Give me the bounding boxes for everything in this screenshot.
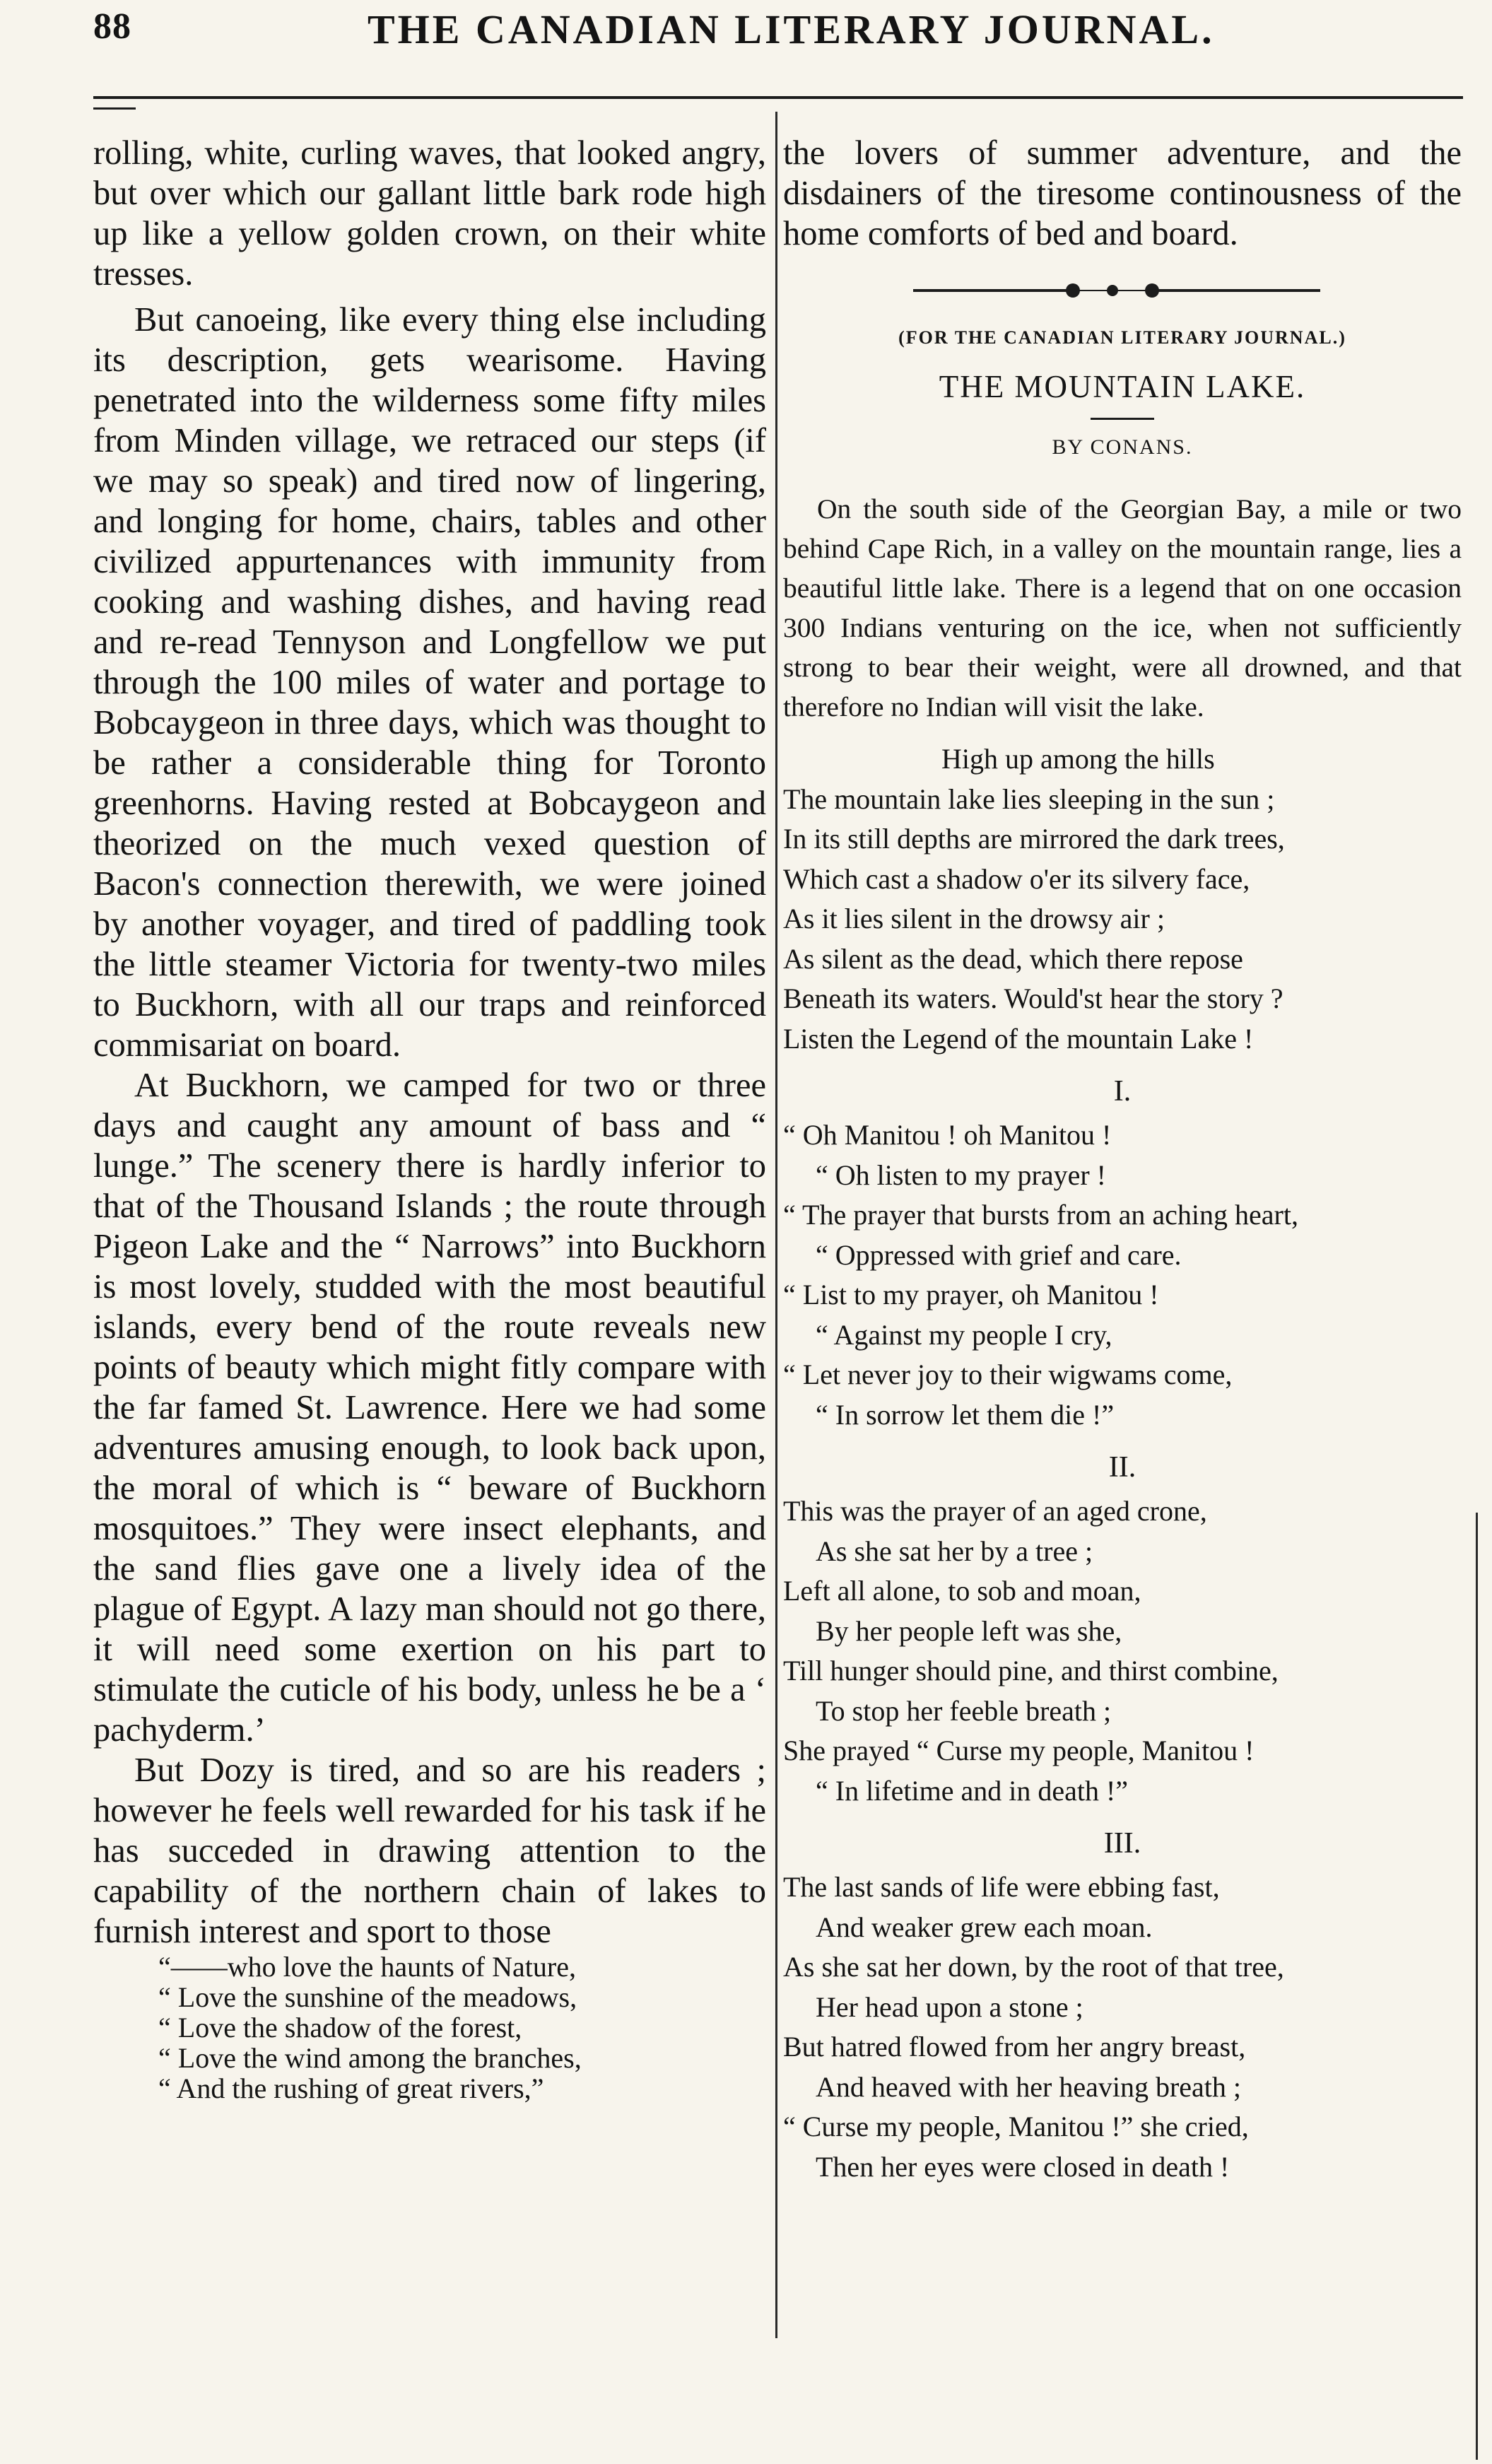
stanza-1 bbox=[783, 1115, 1462, 1435]
stanza-numeral: I. bbox=[1113, 1075, 1132, 1108]
header-rule-short bbox=[93, 107, 136, 110]
poem-byline: BY CONANS. bbox=[1052, 435, 1193, 459]
left-paragraph-1: rolling, white, curling waves, that looked angry, but over which our gallant little bark rode high up like a yellow golden crown, on their white tresses. bbox=[93, 134, 766, 293]
verse-line: “ List to my prayer, oh Manitou ! bbox=[783, 1279, 1159, 1310]
verse-line: “ Against my people I cry, bbox=[816, 1318, 1112, 1351]
verse-line: Listen the Legend of the mountain Lake ! bbox=[783, 1022, 1254, 1055]
verse-line: Her head upon a stone ; bbox=[816, 1990, 1083, 2023]
verse-line: By her people left was she, bbox=[816, 1614, 1122, 1647]
stanza-numeral: II. bbox=[1108, 1451, 1136, 1484]
poem-title: THE MOUNTAIN LAKE. bbox=[939, 369, 1306, 404]
verse-line: The last sands of life were ebbing fast, bbox=[783, 1871, 1220, 1903]
quote-line: “ Love the shadow of the forest, bbox=[158, 2012, 522, 2043]
verse-line: “ Curse my people, Manitou !” she cried, bbox=[783, 2111, 1249, 2142]
longfellow-quote bbox=[158, 1952, 766, 2104]
verse-line: As silent as the dead, which there repose bbox=[783, 942, 1243, 975]
quote-line: “——who love the haunts of Nature, bbox=[158, 1951, 576, 1983]
verse-line: “ Oppressed with grief and care. bbox=[816, 1238, 1182, 1271]
stanza-3 bbox=[783, 1867, 1462, 2187]
quote-line: “ And the rushing of great rivers,” bbox=[158, 2072, 544, 2104]
right-column bbox=[783, 133, 1462, 2187]
verse-line: As it lies silent in the drowsy air ; bbox=[783, 903, 1165, 934]
verse-line: And heaved with her heaving breath ; bbox=[816, 2070, 1242, 2103]
verse-line: Till hunger should pine, and thirst combine, bbox=[783, 1655, 1279, 1686]
verse-line: “ Oh Manitou ! oh Manitou ! bbox=[783, 1119, 1112, 1151]
header-rule bbox=[93, 96, 1463, 99]
verse-line: “ Oh listen to my prayer ! bbox=[816, 1158, 1106, 1191]
verse-line: “ Let never joy to their wigwams come, bbox=[783, 1359, 1233, 1390]
section-ornament bbox=[783, 269, 1462, 312]
verse-line: “ In sorrow let them die !” bbox=[816, 1398, 1115, 1431]
page-number: 88 bbox=[93, 6, 131, 47]
verse-line: Beneath its waters. Would'st hear the story ? bbox=[783, 982, 1284, 1014]
verse-line: This was the prayer of an aged crone, bbox=[783, 1495, 1207, 1527]
verse-line: Then her eyes were closed in death ! bbox=[816, 2150, 1230, 2183]
verse-line: High up among the hills bbox=[941, 743, 1215, 775]
verse-line: As she sat her down, by the root of that tree, bbox=[783, 1951, 1284, 1983]
verse-line: In its still depths are mirrored the dark trees, bbox=[783, 823, 1285, 855]
verse-line: And weaker grew each moan. bbox=[816, 1911, 1153, 1943]
left-paragraph-3: At Buckhorn, we camped for two or three days and caught any amount of bass and “ lunge.” The scenery there is hardly inferior to that of the Thousand Islands ; the route through Pigeon Lake and the “ Narrows” into Buckhorn is most lovely, studded with the most beautiful islands, every bend of the route reveals new points of beauty which might fitly compare with the far famed St. Lawrence. Here we had some adventures amusing enough, to look back upon, the moral of which is “ beware of Buckhorn mosquitoes.” They were insect elephants, and the sand flies gave one a lively idea of the plague of Egypt. A lazy man should not go there, it will need some exertion on his part to stimulate the cuticle of his body, unless he be a ‘ pachyderm.’ bbox=[93, 1067, 766, 1749]
right-paragraph-1: the lovers of summer adventure, and the disdainers of the tiresome continousness of the home comforts of bed and board. bbox=[783, 134, 1462, 252]
page-header bbox=[0, 0, 1492, 85]
verse-line: Which cast a shadow o'er its silvery face, bbox=[783, 862, 1250, 895]
verse-line: She prayed “ Curse my people, Manitou ! bbox=[783, 1735, 1255, 1766]
quote-line: “ Love the sunshine of the meadows, bbox=[158, 1981, 577, 2013]
left-column bbox=[93, 133, 766, 2104]
verse-line: But hatred flowed from her angry breast, bbox=[783, 2031, 1246, 2063]
source-attribution: (FOR THE CANADIAN LITERARY JOURNAL.) bbox=[898, 327, 1346, 348]
quote-line: “ Love the wind among the branches, bbox=[158, 2042, 582, 2074]
column-divider bbox=[775, 112, 777, 2338]
poem-preamble bbox=[783, 739, 1462, 1059]
page-edge-rule bbox=[1476, 1513, 1478, 2460]
verse-line: “ The prayer that bursts from an aching heart, bbox=[783, 1199, 1298, 1231]
verse-line: The mountain lake lies sleeping in the sun ; bbox=[783, 782, 1275, 815]
stanza-numeral: III. bbox=[1103, 1827, 1141, 1860]
stanza-2 bbox=[783, 1491, 1462, 1811]
poem-intro: On the south side of the Georgian Bay, a mile or two behind Cape Rich, in a valley on the mountain range, lies a beautiful little lake. There is a legend that on one occasion 300 Indians venturing on the ice, when not sufficiently strong to bear their weight, were all drowned, and that therefore no Indian will visit the lake. bbox=[783, 493, 1462, 722]
running-title: THE CANADIAN LITERARY JOURNAL. bbox=[368, 6, 1215, 52]
title-rule bbox=[1091, 418, 1154, 420]
verse-line: “ In lifetime and in death !” bbox=[816, 1774, 1129, 1807]
left-paragraph-2: But canoeing, like every thing else including its description, gets wearisome. Having penetrated into the wilderness some fifty miles from Minden village, we retraced our steps (if we may so speak) and tired now of lingering, and longing for home, chairs, tables and other civilized appurtenances with immunity from cooking and washing dishes, and having read and re-read Tennyson and Longfellow we put through the 100 miles of water and portage to Bobcaygeon in three days, which was thought to be rather a considerable thing for Toronto greenhorns. Having rested at Bobcaygeon and theorized on the much vexed question of Bacon's connection therewith, we were joined by another voyager, and tired of paddling took the little steamer Victoria for twenty-two miles to Buckhorn, with all our traps and reinforced commisariat on board. bbox=[93, 301, 766, 1064]
left-paragraph-4: But Dozy is tired, and so are his readers ; however he feels well rewarded for his task if he has succeded in drawing attention to the capability of the northern chain of lakes to furnish interest and sport to those bbox=[93, 1752, 766, 1950]
verse-line: To stop her feeble breath ; bbox=[816, 1694, 1112, 1727]
verse-line: As she sat her by a tree ; bbox=[816, 1535, 1093, 1567]
verse-line: Left all alone, to sob and moan, bbox=[783, 1575, 1141, 1607]
